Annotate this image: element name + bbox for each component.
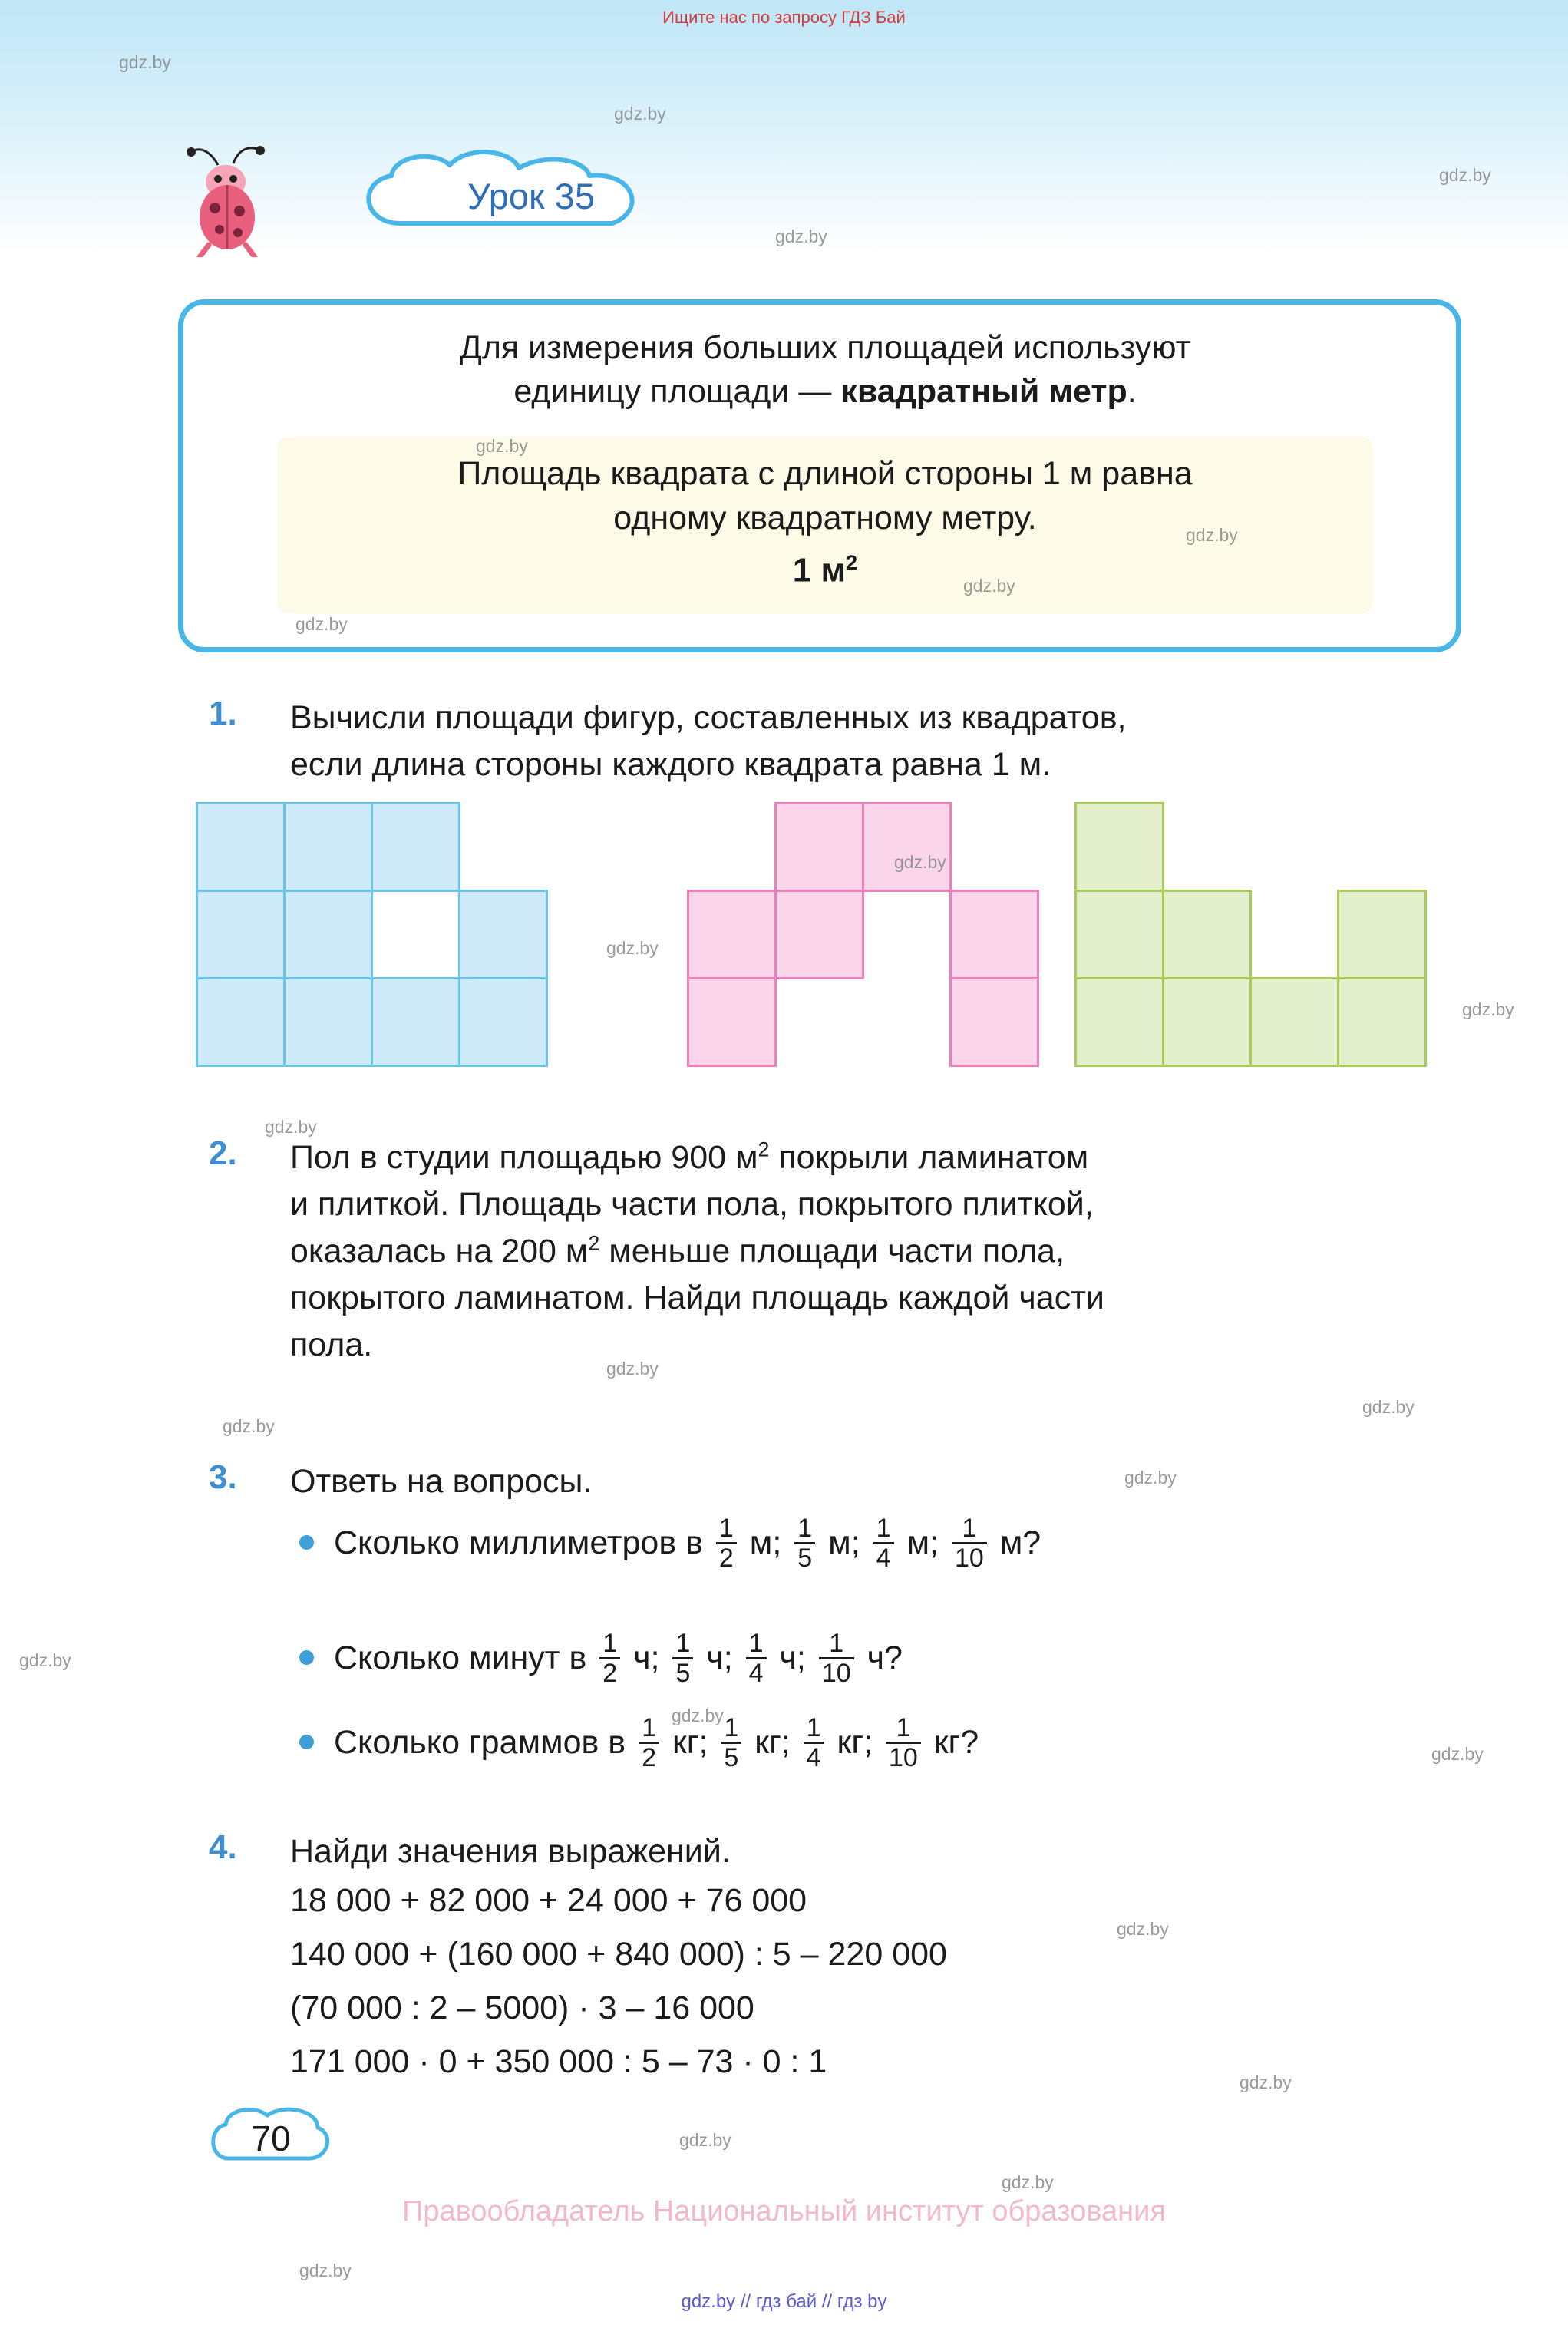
question-3-unit-3: кг <box>837 1723 864 1761</box>
watermark: gdz.by <box>265 1117 317 1137</box>
question-3-prefix: Сколько граммов в <box>334 1723 626 1761</box>
unit-number: 1 м <box>792 551 847 589</box>
fraction-1-10: $\frac{1}{10}$ <box>819 1630 854 1687</box>
rule-line2-a: единицу площади — <box>513 372 841 410</box>
watermark: gdz.by <box>1117 1919 1169 1939</box>
rule-box <box>178 299 1461 652</box>
task-2-number: 2. <box>209 1134 237 1172</box>
rule-top-text <box>183 326 1467 414</box>
watermark: gdz.by <box>963 576 1015 596</box>
task-4-text: Найди значения выражений. <box>290 1833 731 1870</box>
promo-banner: Ищите нас по запросу ГДЗ Бай <box>662 8 906 27</box>
lesson-title: Урок 35 <box>467 175 595 216</box>
expression-2: 140 000 + (160 000 + 840 000) : 5 – 220 000 <box>290 1936 947 1973</box>
figure-cell <box>196 977 286 1067</box>
task-1-line1: Вычисли площади фигур, составленных из квадратов, <box>290 699 1127 736</box>
fraction-1-10: $\frac{1}{10}$ <box>952 1514 987 1572</box>
watermark: gdz.by <box>19 1650 71 1670</box>
expression-4: 171 000 · 0 + 350 000 : 5 – 73 · 0 : 1 <box>290 2043 827 2080</box>
task-2-line1-a: Пол в студии площадью 900 м <box>290 1139 758 1176</box>
figure-cell <box>1074 802 1164 892</box>
page-number: 70 <box>251 2118 291 2158</box>
figure-cell <box>862 802 952 892</box>
page-number-badge <box>206 2103 336 2174</box>
watermark: gdz.by <box>679 2130 731 2150</box>
question-3-unit-2: кг <box>754 1723 781 1761</box>
watermark: gdz.by <box>119 52 171 72</box>
expression-1: 18 000 + 82 000 + 24 000 + 76 000 <box>290 1882 807 1919</box>
watermark: gdz.by <box>476 436 528 456</box>
figure-cell <box>1074 977 1164 1067</box>
figure-blue <box>196 802 626 1071</box>
question-1-unit-3: м <box>906 1524 930 1561</box>
watermark: gdz.by <box>299 2260 352 2280</box>
fraction-1-4: $\frac{1}{4}$ <box>804 1714 824 1772</box>
question-2-unit-2: ч <box>706 1639 724 1676</box>
figure-cell <box>1074 890 1164 979</box>
task-2-sup2: 2 <box>588 1231 600 1255</box>
figure-pink <box>687 802 1048 1071</box>
question-2-prefix: Сколько минут в <box>334 1639 587 1676</box>
figure-cell <box>1337 977 1427 1067</box>
figure-cell <box>949 890 1039 979</box>
fraction-1-4: $\frac{1}{4}$ <box>873 1514 894 1572</box>
watermark: gdz.by <box>1240 2072 1292 2092</box>
watermark: gdz.by <box>614 104 666 124</box>
task-3-text: Ответь на вопросы. <box>290 1463 593 1500</box>
fraction-1-5: $\frac{1}{5}$ <box>672 1630 693 1687</box>
question-3-suffix: кг? <box>933 1723 979 1761</box>
rule-line2-bold: квадратный метр <box>840 372 1127 410</box>
figure-cell <box>1162 890 1252 979</box>
figure-cell <box>1249 977 1339 1067</box>
fraction-1-5: $\frac{1}{5}$ <box>721 1714 741 1772</box>
question-3: Сколько граммов в $\frac{1}{2}$ кг; $\frac{1}{5}$ кг; $\frac{1}{4}$ кг; $\frac{1}{10}$ кг? <box>334 1713 979 1773</box>
figure-cell <box>283 890 373 979</box>
task-2-line3-b: меньше площади части пола, <box>599 1233 1065 1270</box>
rule-inner-line1: Площадь квадрата с длиной стороны 1 м равна <box>457 455 1193 492</box>
task-2-line4: покрытого ламинатом. Найди площадь каждой части <box>290 1280 1104 1317</box>
rule-line2-c: . <box>1127 372 1137 410</box>
question-3-unit-1: кг <box>672 1723 699 1761</box>
lesson-title-cloud <box>347 150 715 242</box>
ladybug-icon <box>178 142 286 257</box>
fraction-1-2: $\frac{1}{2}$ <box>639 1714 659 1772</box>
watermark: gdz.by <box>1002 2172 1054 2192</box>
task-2-line1-b: покрыли ламинатом <box>769 1139 1089 1176</box>
task-2-sup1: 2 <box>758 1138 770 1161</box>
figure-green <box>1074 802 1458 1071</box>
figure-cell <box>371 977 460 1067</box>
watermark: gdz.by <box>606 1359 659 1379</box>
task-1-text <box>290 695 1487 788</box>
figure-cell <box>774 802 864 892</box>
bullet-icon <box>299 1535 314 1550</box>
watermark: gdz.by <box>672 1706 724 1725</box>
watermark: gdz.by <box>1439 165 1491 185</box>
figure-cell <box>371 802 460 892</box>
task-4-number: 4. <box>209 1828 237 1866</box>
figure-cell <box>687 977 777 1067</box>
figure-cell <box>196 890 286 979</box>
task-1-line2: если длина стороны каждого квадрата равна 1 м. <box>290 746 1051 784</box>
task-2-line2: и плиткой. Площадь части пола, покрытого плиткой, <box>290 1186 1094 1223</box>
watermark: gdz.by <box>1362 1397 1415 1417</box>
watermark: gdz.by <box>1462 999 1514 1019</box>
rule-inner-line2: одному квадратному метру. <box>613 499 1037 537</box>
watermark: gdz.by <box>223 1416 275 1436</box>
expression-3: (70 000 : 2 – 5000) · 3 – 16 000 <box>290 1990 754 2026</box>
question-2-unit-3: ч <box>779 1639 797 1676</box>
task-3-number: 3. <box>209 1458 237 1496</box>
figure-cell <box>774 890 864 979</box>
fraction-1-5: $\frac{1}{5}$ <box>794 1514 815 1572</box>
figure-cell <box>458 977 548 1067</box>
fraction-1-4: $\frac{1}{4}$ <box>746 1630 767 1687</box>
figure-cell <box>1337 890 1427 979</box>
bullet-icon <box>299 1650 314 1665</box>
watermark: gdz.by <box>1186 525 1238 545</box>
unit-exponent: 2 <box>846 550 858 574</box>
task-1-number: 1. <box>209 695 237 732</box>
figure-cell <box>1162 977 1252 1067</box>
fraction-1-2: $\frac{1}{2}$ <box>599 1630 620 1687</box>
figure-cell <box>458 890 548 979</box>
watermark: gdz.by <box>894 852 946 872</box>
question-1-unit-2: м <box>828 1524 851 1561</box>
bullet-icon <box>299 1735 314 1749</box>
fraction-1-2: $\frac{1}{2}$ <box>716 1514 737 1572</box>
question-1: Сколько миллиметров в $\frac{1}{2}$ м; $\frac{1}{5}$ м; $\frac{1}{4}$ м; $\frac{1}{10}$ м? <box>334 1514 1041 1574</box>
bottom-links: gdz.by // гдз бай // гдз by <box>681 2291 887 2312</box>
watermark: gdz.by <box>1124 1468 1177 1488</box>
question-2-suffix: ч? <box>867 1639 903 1676</box>
watermark: gdz.by <box>606 938 659 958</box>
figure-cell <box>283 977 373 1067</box>
unit-value <box>277 550 1373 590</box>
question-1-unit-1: м <box>749 1524 773 1561</box>
task-2-line3-a: оказалась на 200 м <box>290 1233 589 1270</box>
figure-cell <box>196 802 286 892</box>
question-1-suffix: м? <box>999 1524 1041 1561</box>
task-2-text <box>290 1134 1503 1369</box>
copyright-line: Правообладатель Национальный институт образования <box>402 2195 1166 2227</box>
figure-cell <box>283 802 373 892</box>
watermark: gdz.by <box>775 226 827 246</box>
question-2: Сколько минут в $\frac{1}{2}$ ч; $\frac{1}{5}$ ч; $\frac{1}{4}$ ч; $\frac{1}{10}$ ч? <box>334 1629 903 1689</box>
task-2-line5: пола. <box>290 1326 373 1364</box>
figure-cell <box>687 890 777 979</box>
watermark: gdz.by <box>1431 1744 1484 1764</box>
rule-line1: Для измерения больших площадей используют <box>459 329 1191 366</box>
question-1-prefix: Сколько миллиметров в <box>334 1524 703 1561</box>
fraction-1-10: $\frac{1}{10}$ <box>886 1714 921 1772</box>
figure-cell <box>949 977 1039 1067</box>
watermark: gdz.by <box>295 614 348 634</box>
question-2-unit-1: ч <box>633 1639 651 1676</box>
